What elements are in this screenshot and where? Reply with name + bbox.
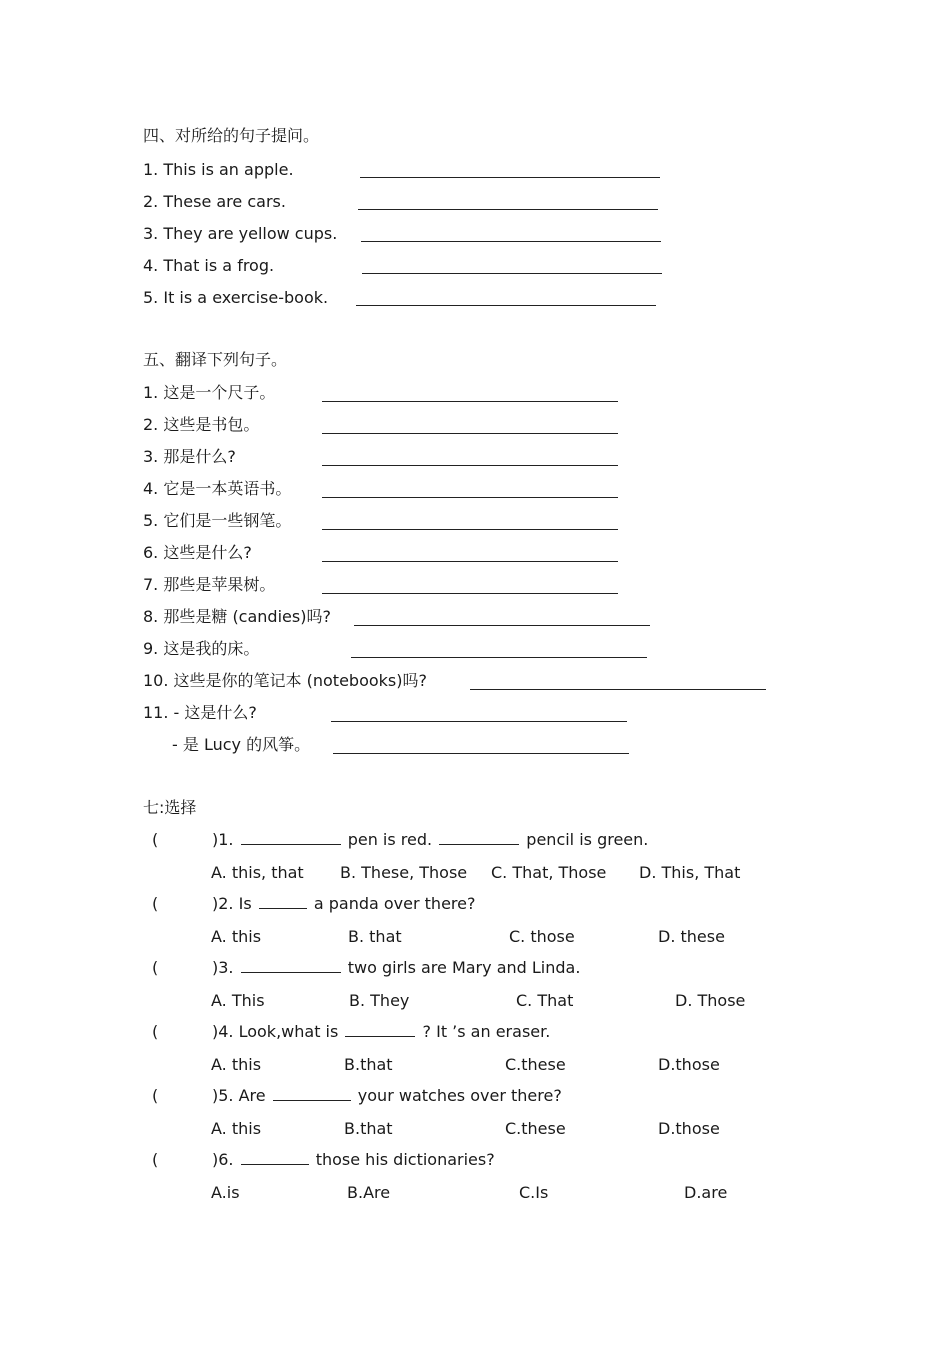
q1-blank-1[interactable] — [241, 830, 341, 845]
q4-option-b[interactable]: B.that — [344, 1055, 393, 1074]
q3-number: )3. — [212, 958, 234, 977]
q6-text-2: those his dictionaries? — [315, 1150, 495, 1169]
s5-answer-line-4[interactable] — [322, 497, 618, 498]
s4-item-2: 2. These are cars. — [143, 192, 286, 211]
s4-answer-line-3[interactable] — [361, 241, 661, 242]
q5-number: )5. Are — [212, 1086, 266, 1105]
q3-paren: ( — [152, 958, 159, 977]
s5-answer-line-1[interactable] — [322, 401, 618, 402]
q2-stem — [212, 894, 475, 914]
q3-option-d[interactable]: D. Those — [675, 991, 746, 1010]
q2-option-a[interactable]: A. this — [211, 927, 262, 946]
q6-option-c[interactable]: C.Is — [519, 1183, 549, 1202]
q1-stem — [212, 830, 648, 850]
q4-option-a[interactable]: A. this — [211, 1055, 262, 1074]
q2-option-d[interactable]: D. these — [658, 927, 725, 946]
q6-number: )6. — [212, 1150, 234, 1169]
q1-text-3: pencil is green. — [526, 830, 649, 849]
s5-answer-line-11[interactable] — [331, 721, 627, 722]
q6-option-a[interactable]: A.is — [211, 1183, 240, 1202]
s5-item-9: 9. 这是我的床。 — [143, 639, 260, 658]
section-7-title: 七:选择 — [143, 798, 197, 817]
s4-item-1: 1. This is an apple. — [143, 160, 294, 179]
section-4-title: 四、对所给的句子提问。 — [143, 126, 320, 145]
q4-number: )4. Look,what is — [212, 1022, 339, 1041]
q1-number: )1. — [212, 830, 234, 849]
q3-stem — [212, 958, 580, 978]
s5-item-10: 10. 这些是你的笔记本 (notebooks)吗? — [143, 671, 427, 690]
s5-answer-line-8[interactable] — [354, 625, 650, 626]
q6-blank-1[interactable] — [241, 1150, 309, 1165]
q4-blank-1[interactable] — [345, 1022, 415, 1037]
s4-answer-line-5[interactable] — [356, 305, 656, 306]
q5-option-a[interactable]: A. this — [211, 1119, 262, 1138]
s5-item-1: 1. 这是一个尺子。 — [143, 383, 276, 402]
q2-blank-1[interactable] — [259, 894, 307, 909]
q4-option-c[interactable]: C.these — [505, 1055, 566, 1074]
q5-text-2: your watches over there? — [357, 1086, 562, 1105]
s4-answer-line-1[interactable] — [360, 177, 660, 178]
s5-answer-line-2[interactable] — [322, 433, 618, 434]
s5-item-7: 7. 那些是苹果树。 — [143, 575, 276, 594]
s5-answer-line-6[interactable] — [322, 561, 618, 562]
q3-option-b[interactable]: B. They — [349, 991, 410, 1010]
q2-option-c[interactable]: C. those — [509, 927, 575, 946]
q6-option-d[interactable]: D.are — [684, 1183, 728, 1202]
s4-item-4: 4. That is a frog. — [143, 256, 275, 275]
section-5-title: 五、翻译下列句子。 — [143, 350, 288, 369]
q1-option-a[interactable]: A. this, that — [211, 863, 304, 882]
q2-number: )2. Is — [212, 894, 252, 913]
s5-item-8: 8. 那些是糖 (candies)吗? — [143, 607, 331, 626]
q1-text-2: pen is red. — [347, 830, 433, 849]
q4-paren: ( — [152, 1022, 159, 1041]
q5-blank-1[interactable] — [273, 1086, 351, 1101]
q4-text-2: ? It ’s an eraser. — [422, 1022, 551, 1041]
q3-option-c[interactable]: C. That — [516, 991, 574, 1010]
q3-text-2: two girls are Mary and Linda. — [347, 958, 581, 977]
q5-option-b[interactable]: B.that — [344, 1119, 393, 1138]
s4-item-3: 3. They are yellow cups. — [143, 224, 338, 243]
q6-paren: ( — [152, 1150, 159, 1169]
q1-option-b[interactable]: B. These, Those — [340, 863, 468, 882]
s5-answer-line-7[interactable] — [322, 593, 618, 594]
s5-answer-line-9[interactable] — [351, 657, 647, 658]
s5-item-6: 6. 这些是什么? — [143, 543, 252, 562]
q2-paren: ( — [152, 894, 159, 913]
s5-answer-line-3[interactable] — [322, 465, 618, 466]
q6-stem — [212, 1150, 495, 1170]
q5-stem — [212, 1086, 562, 1106]
q3-option-a[interactable]: A. This — [211, 991, 265, 1010]
q4-option-d[interactable]: D.those — [658, 1055, 720, 1074]
s5-answer-line-12[interactable] — [333, 753, 629, 754]
q5-option-d[interactable]: D.those — [658, 1119, 720, 1138]
s5-item-11b: - 是 Lucy 的风筝。 — [172, 735, 311, 754]
s5-item-4: 4. 它是一本英语书。 — [143, 479, 292, 498]
s5-item-2: 2. 这些是书包。 — [143, 415, 260, 434]
s5-item-3: 3. 那是什么? — [143, 447, 236, 466]
q1-blank-2[interactable] — [439, 830, 519, 845]
q5-paren: ( — [152, 1086, 159, 1105]
s4-answer-line-4[interactable] — [362, 273, 662, 274]
q4-stem — [212, 1022, 550, 1042]
q1-option-d[interactable]: D. This, That — [639, 863, 741, 882]
s4-answer-line-2[interactable] — [358, 209, 658, 210]
s5-answer-line-10[interactable] — [470, 689, 766, 690]
q2-text-2: a panda over there? — [313, 894, 476, 913]
q1-paren: ( — [152, 830, 159, 849]
s5-item-5: 5. 它们是一些钢笔。 — [143, 511, 292, 530]
s4-item-5: 5. It is a exercise-book. — [143, 288, 329, 307]
q3-blank-1[interactable] — [241, 958, 341, 973]
q6-option-b[interactable]: B.Are — [347, 1183, 391, 1202]
s5-answer-line-5[interactable] — [322, 529, 618, 530]
q2-option-b[interactable]: B. that — [348, 927, 402, 946]
s5-item-11: 11. - 这是什么? — [143, 703, 257, 722]
q1-option-c[interactable]: C. That, Those — [491, 863, 607, 882]
q5-option-c[interactable]: C.these — [505, 1119, 566, 1138]
